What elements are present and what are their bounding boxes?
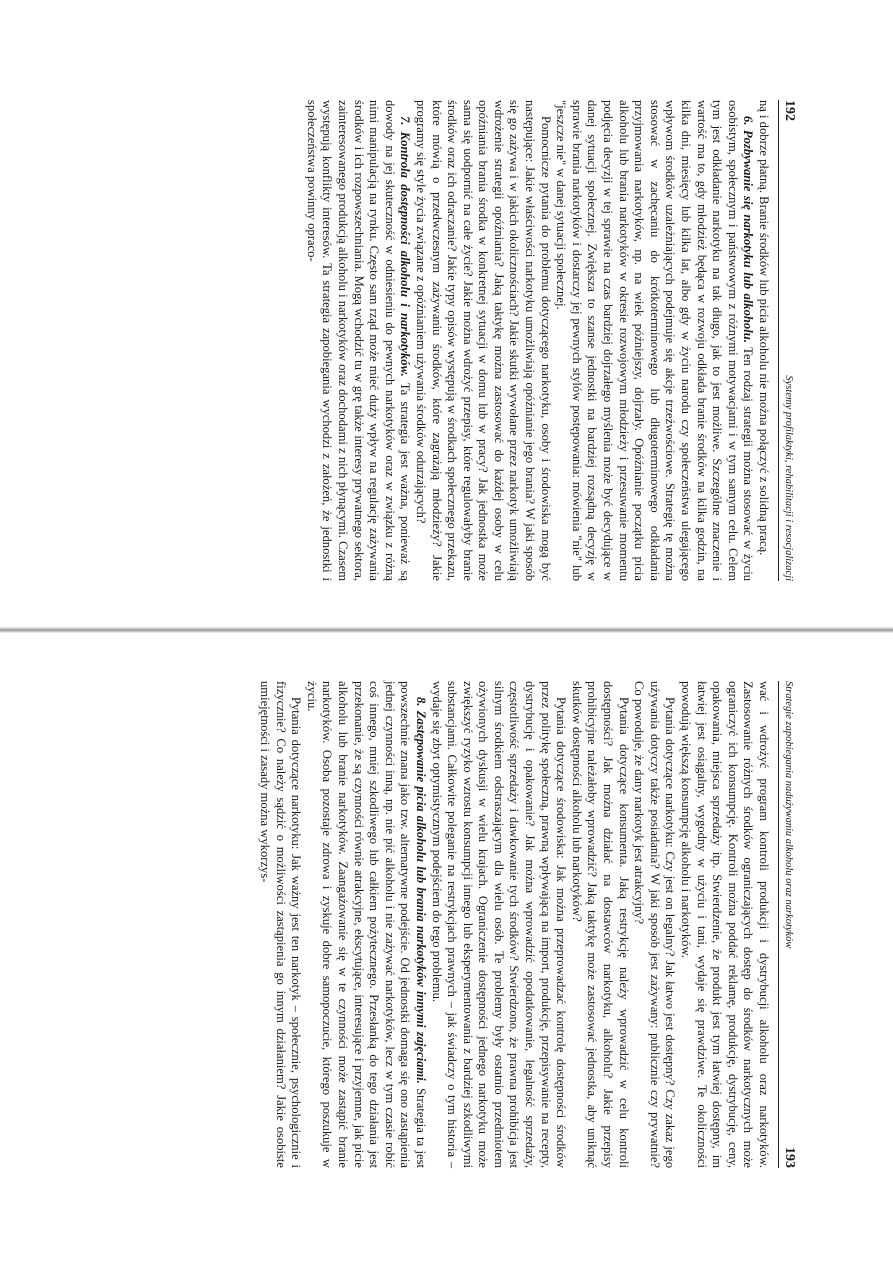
section-8-text: Strategia ta jest powszechnie znana jako tzw. alternatywne podejście. Od jednostki domaga się ono zastąpienia jednej czynności inną, np. nie pić alkoholu i nie zażywać narkotyków, lecz w tym czasie robić coś innego, mniej szkodliwego lub całkiem pożytecznego. Przesłanką do tego działania jest przekonanie, że są czynności równie atrakcyjne, ekscytujące, interesujące i przyjemne, jak picie alkoholu lub branie narkotyków. Zaangażowanie się w te czynności może zastąpić branie narkotyków. Osoba pozostaje zdrowa i zyskuje dobre samopoczucie, którego poszukuje w życiu. — [304, 681, 428, 1168]
left-page — [0, 0, 893, 631]
right-page — [0, 631, 893, 1263]
left-running-head-title: Systemy profilaktyki, rehabilitacji i resocjalizacji — [783, 375, 794, 581]
paragraph: wać i wdrożyć program kontroli produkcji i dystrybucji alkoholu oraz narkotyków. Zastosowanie różnych środków ograniczających dostęp do środków narkotycznych może ograniczyć ich konsumpcję. Kontroli można poddać reklamę, produkcję, dystrybucję, ceny, opakowania, miejsca sprzedaży itp. Stwierdzenie, że produkt jest tym łatwiej dostępny, im łatwiej jest osiągalny, wygodny w użyciu i tani, wydaje się prawdziwe. Te okoliczności powodują większą konsumpcję alkoholu i narkotyków. — [679, 681, 771, 1168]
paragraph: Pytania dotyczące narkotyku: Czy jest on legalny? Jak łatwo jest dostępny? Czy zakaz jego używania dotyczy także posiadania? W jaki sposób jest zażywany: publicznie czy prywatnie? Co powoduje, że dany narkotyk jest atrakcyjny? — [632, 681, 678, 1168]
right-running-head-title: Strategie zapobiegania nadużywaniu alkoholu oraz narkotyków — [783, 681, 794, 949]
paragraph: Pytania dotyczące środowiska: Jak można przeprowadzać kontrolę dostępności środków przez politykę społeczną, prawną wpływającą na import, produkcję, przepisywanie na recepty, dystrybucję i opakowanie? Jak można wprowadzić opodatkowanie, legalność sprzedaży, częstotliwość sprzedaży i dawkowanie tych środków? Stwierdzono, że prawna prohibicja jest silnym środkiem odstraszającym dla wielu osób. Te problemy były ostatnio przedmiotem ożywionych dyskusji w wielu krajach. Ograniczenie dostępności jednego narkotyku może zwiększyć ryzyko wzrostu konsumpcji innego lub eksperymentowania z bardziej szkodliwymi substancjami. Całkowite poleganie na restrykcjach prawnych – jak świadczy o tym historia – wydaje się zbyt optymistycznym podejściem do tego problemu. — [429, 681, 569, 1168]
paragraph: Pomocnicze pytania do problemu dotyczącego narkotyku, osoby i środowiska mogą być następujące: Jakie właściwości narkotyku umożliwiają opóźnianie jego brania? W jaki sposób się go zażywa i w jakich okolicznościach? Jakie skutki wywołane przez narkotyk umożliwiają wdrożenie strategii opóźniania? Jaką taktykę można zastosować do każdej osoby w celu opóźniania brania środka w konkretnej sytuacji w domu lub w pracy? Jak jednostka może sama się uodpornić na całe życie? Jakie można wdrożyć przepisy, które regulowałyby branie środków oraz ich odraczanie? Jakie typy opisów występują w środkach społecznego przekazu, które mówią o przedwczesnym zażywaniu środków, które zagrażają młodzieży? Jakie programy się style życia związane z opóźnianiem używania środków odurzających? — [413, 100, 553, 581]
section-8-paragraph — [303, 681, 428, 1168]
section-7-heading: 7. Kontrola dostępności alkoholu i narkotyków. — [398, 116, 413, 377]
left-running-head — [778, 100, 797, 581]
left-page-number: 192 — [782, 100, 797, 121]
paragraph: Pytania dotyczące narkotyku: Jak ważny jest ten narkotyk – społecznie, psychologicznie i fizycznie? Co należy sądzić o możliwości zastąpienia go innym działaniem? Jakie osobiste umiejętności i zasady można wykorzys- — [258, 681, 304, 1168]
section-7-text: Ta strategia jest ważna, ponieważ są dowody na jej skuteczność w odniesieniu do pewnych narkotyków oraz w związku z różną nimi manipulacją na rynku. Często sam rząd może mieć duży wpływ na regulację zażywania środków i ich rozpowszechniania. Mogą wchodzić tu w grę także interesy prywatnego sektora, zainteresowanego produkcją alkoholu i narkotyków oraz dochodami z nich płynącymi. Czasem występują konflikty interesów. Ta strategia zapobiegania wychodzi z założeń, że jednostki i społeczeństwa powinny opraco- — [304, 100, 413, 582]
left-page-body — [303, 100, 771, 581]
right-running-head — [778, 681, 797, 1168]
section-6-text: Ten rodzaj strategii można stosować w życiu osobistym, społecznym i państwowym z różnymi motywacjami i w tym samym celu. Celem tym jest odkładanie narkotyku na tak długo, jak to jest możliwe. Szczególne znaczenie i wartość ma to, gdy młodzież będąca w rozwoju odkłada branie środków na kilka godzin, na kilka dni, miesięcy lub kilka lat, albo gdy w życiu narodu czy społeczeństwa ulegającego wpływom środków uzależniających podejmuje się akcje trzeźwościowe. Strategię tę można stosować w zachęcaniu do krótkoterminowego lub długoterminowego odkładania przyjmowania narkotyków, np. na wiek późniejszy, dojrzały. Opóźnianie początku picia alkoholu lub brania narkotyków w okresie rozwojowym młodzieży i przesuwanie momentu podjęcia decyzji w tej sprawie na czas bardziej dojrzałego myślenia może być decydujące w danej sytuacji społecznej. Zwiększa to szanse jednostki na bardziej rozsądną decyzję w sprawie brania narkotyków i dostarczy jej pewnych stylów postępowania: mówienia "nie" lub "jeszcze nie" w danej sytuacji społecznej. — [554, 100, 756, 581]
right-page-body — [256, 681, 771, 1168]
section-6-paragraph — [553, 100, 756, 581]
right-page-number: 193 — [782, 1147, 797, 1168]
section-8-heading: 8. Zastępowanie picia alkoholu lub brania narkotyków innymi zajęciami. — [413, 697, 428, 1084]
paragraph: ną i dobrze płatną. Branie środków lub picia alkoholu nie można połączyć z solidną pracą. — [757, 100, 771, 556]
section-7-paragraph — [303, 100, 412, 581]
paragraph: Pytania dotyczące konsumenta. Jaką restrykcję należy wprowadzić w celu kontroli dostępności? Jak można działać na dostawców narkotyku, alkoholu? Jakie przepisy prohibicyjne należałoby wprowadzić? Jaką taktykę może zastosować jednostka, aby uniknąć skutków dostępności alkoholu lub narkotyków? — [569, 681, 631, 1168]
section-6-heading: 6. Pozbywanie się narkotyku lub alkoholu. — [741, 116, 756, 343]
